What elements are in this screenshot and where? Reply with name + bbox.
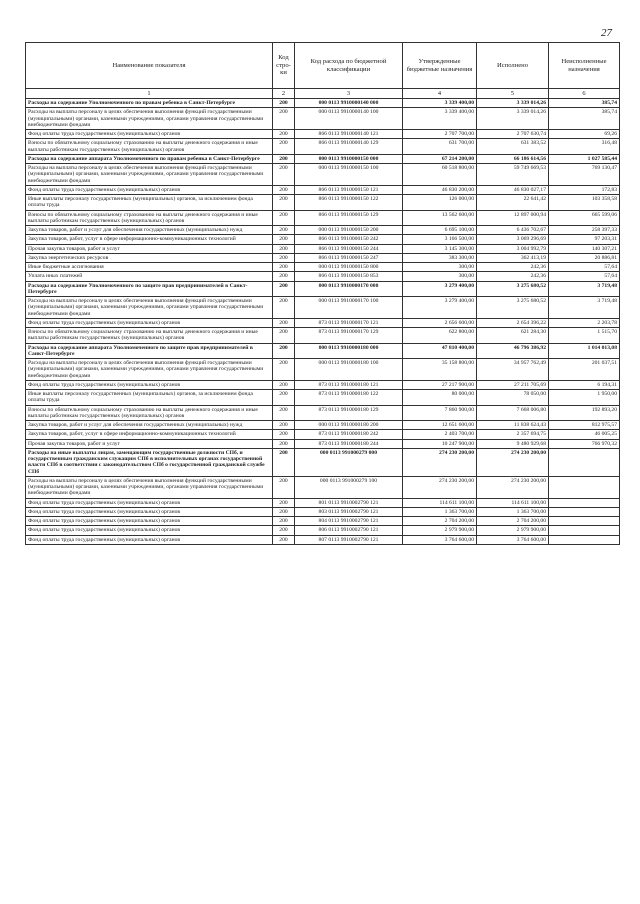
row-line-code: 200 — [273, 526, 295, 535]
row-name: Закупка товаров, работ и услуг для обеспечения государственных (муниципальных) нужд — [26, 421, 273, 430]
row-executed: 3 339 014,26 — [477, 99, 549, 108]
row-executed: 34 957 762,49 — [477, 359, 549, 381]
row-name: Уплата иных платежей — [26, 272, 273, 281]
row-unexecuted — [549, 476, 620, 498]
row-name: Расходы на выплаты персоналу в целях обеспечения выполнения функций государственными (муниципальными) органами, казенными учреждениями, органами управления государственными внебюджетными фондами — [26, 359, 273, 381]
table-row — [26, 195, 620, 211]
table-row — [26, 421, 620, 430]
row-executed: 362 413,19 — [477, 253, 549, 262]
row-executed: 2 357 694,75 — [477, 430, 549, 439]
table-row — [26, 210, 620, 226]
row-name: Расходы на выплаты персоналу в целях обеспечения выполнения функций государственными (муниципальными) органами, казенными учреждениями, органами управления государственными внебюджетными фондами — [26, 164, 273, 186]
row-name: Фонд оплаты труда государственных (муниципальных) органов — [26, 130, 273, 139]
budget-execution-table — [25, 42, 620, 545]
row-executed: 3 764 600,00 — [477, 535, 549, 544]
row-unexecuted — [549, 498, 620, 507]
table-row — [26, 154, 620, 163]
row-approved: 114 611 100,00 — [403, 498, 477, 507]
row-budget-code: 000 0113 9910000180 100 — [295, 359, 403, 381]
row-executed: 11 838 624,43 — [477, 421, 549, 430]
row-unexecuted: 97 203,31 — [549, 235, 620, 244]
row-approved: 27 217 900,00 — [403, 380, 477, 389]
row-approved: 383 300,00 — [403, 253, 477, 262]
row-unexecuted: 1 950,00 — [549, 390, 620, 406]
row-executed: 27 211 705,69 — [477, 380, 549, 389]
row-budget-code: 806 0113 9910002790 121 — [295, 526, 403, 535]
row-line-code: 200 — [273, 380, 295, 389]
row-approved: 3 764 600,00 — [403, 535, 477, 544]
row-unexecuted: 46 005,25 — [549, 430, 620, 439]
row-line-code: 200 — [273, 390, 295, 406]
row-approved: 67 214 200,00 — [403, 154, 477, 163]
table-row — [26, 507, 620, 516]
row-budget-code: 804 0113 9910002790 121 — [295, 517, 403, 526]
row-executed: 2 704 200,00 — [477, 517, 549, 526]
row-executed: 2 979 900,00 — [477, 526, 549, 535]
row-line-code: 200 — [273, 164, 295, 186]
table-row — [26, 343, 620, 359]
row-approved: 2 656 600,00 — [403, 318, 477, 327]
row-executed: 3 004 992,79 — [477, 244, 549, 253]
row-executed: 66 186 614,56 — [477, 154, 549, 163]
row-unexecuted: 103 358,58 — [549, 195, 620, 211]
row-line-code: 200 — [273, 244, 295, 253]
table-row — [26, 405, 620, 421]
row-approved: 300,00 — [403, 272, 477, 281]
table-row — [26, 318, 620, 327]
row-approved: 3 145 300,00 — [403, 244, 477, 253]
row-line-code: 200 — [273, 272, 295, 281]
row-line-code: 200 — [273, 235, 295, 244]
column-number: 2 — [273, 89, 295, 99]
table-row — [26, 272, 620, 281]
row-line-code: 200 — [273, 154, 295, 163]
row-executed: 621 284,30 — [477, 328, 549, 344]
row-unexecuted: 3 719,48 — [549, 297, 620, 319]
row-approved: 2 707 700,00 — [403, 130, 477, 139]
row-name: Иные бюджетные ассигнования — [26, 263, 273, 272]
row-budget-code: 866 0113 9910000140 129 — [295, 139, 403, 155]
row-line-code: 200 — [273, 517, 295, 526]
row-approved: 274 230 200,00 — [403, 448, 477, 476]
row-unexecuted: 57,64 — [549, 272, 620, 281]
table-row — [26, 498, 620, 507]
row-unexecuted: 2 203,78 — [549, 318, 620, 327]
row-approved: 2 403 700,00 — [403, 430, 477, 439]
row-approved: 60 518 800,00 — [403, 164, 477, 186]
row-line-code: 200 — [273, 185, 295, 194]
table-row — [26, 185, 620, 194]
row-budget-code: 866 0113 9910000150 244 — [295, 244, 403, 253]
row-budget-code: 000 0113 9910000150 100 — [295, 164, 403, 186]
row-executed: 3 339 014,26 — [477, 108, 549, 130]
row-unexecuted: 201 037,51 — [549, 359, 620, 381]
row-line-code: 200 — [273, 281, 295, 297]
row-budget-code: 873 0113 9910000170 121 — [295, 318, 403, 327]
header-unexecuted: Неисполненные назначения — [549, 43, 620, 89]
row-approved: 12 651 600,00 — [403, 421, 477, 430]
row-line-code: 200 — [273, 430, 295, 439]
row-executed: 3 275 680,52 — [477, 297, 549, 319]
row-unexecuted — [549, 535, 620, 544]
row-unexecuted: 6 194,31 — [549, 380, 620, 389]
row-budget-code: 000 0113 991000279 000 — [295, 448, 403, 476]
row-executed: 242,36 — [477, 263, 549, 272]
row-name: Фонд оплаты труда государственных (муниципальных) органов — [26, 185, 273, 194]
row-name: Взносы по обязательному социальному страхованию на выплаты денежного содержания и иные выплаты работникам государственных (муниципальных) органов — [26, 210, 273, 226]
row-name: Взносы по обязательному социальному страхованию на выплаты денежного содержания и иные выплаты работникам государственных (муниципальных) органов — [26, 405, 273, 421]
table-row — [26, 430, 620, 439]
table-row — [26, 517, 620, 526]
row-budget-code: 000 0113 9910000170 000 — [295, 281, 403, 297]
row-approved: 35 158 800,00 — [403, 359, 477, 381]
row-line-code: 200 — [273, 343, 295, 359]
row-approved: 2 704 200,00 — [403, 517, 477, 526]
row-name: Взносы по обязательному социальному страхованию на выплаты денежного содержания и иные выплаты работникам государственных (муниципальных) органов — [26, 139, 273, 155]
row-approved: 631 700,00 — [403, 139, 477, 155]
table-row — [26, 328, 620, 344]
table-row — [26, 164, 620, 186]
row-budget-code: 000 0113 9910000180 000 — [295, 343, 403, 359]
row-budget-code: 873 0113 9910000180 242 — [295, 430, 403, 439]
row-approved: 46 830 200,00 — [403, 185, 477, 194]
table-header-row — [26, 43, 620, 89]
row-name: Закупка товаров, работ, услуг в сфере информационно-коммуникационных технологий — [26, 430, 273, 439]
column-number: 3 — [295, 89, 403, 99]
row-name: Расходы на выплаты персоналу в целях обеспечения выполнения функций государственными (муниципальными) органами, казенными учреждениями, органами управления государственными внебюджетными фондами — [26, 108, 273, 130]
table-row — [26, 535, 620, 544]
row-unexecuted: 140 307,21 — [549, 244, 620, 253]
table-row — [26, 281, 620, 297]
row-executed: 1 363 700,00 — [477, 507, 549, 516]
row-executed: 78 050,00 — [477, 390, 549, 406]
row-executed: 2 707 630,74 — [477, 130, 549, 139]
row-budget-code: 803 0113 9910002790 121 — [295, 507, 403, 516]
row-name: Расходы на выплаты персоналу в целях обеспечения выполнения функций государственными (муниципальными) органами, казенными учреждениями, органами управления государственными внебюджетными фондами — [26, 476, 273, 498]
row-name: Прочая закупка товаров, работ и услуг — [26, 244, 273, 253]
table-row — [26, 448, 620, 476]
row-budget-code: 866 0113 9910000150 853 — [295, 272, 403, 281]
row-budget-code: 000 0113 991000279 100 — [295, 476, 403, 498]
row-approved: 622 800,00 — [403, 328, 477, 344]
row-budget-code: 000 0113 9910000150 200 — [295, 226, 403, 235]
row-executed: 46 796 386,92 — [477, 343, 549, 359]
table-row — [26, 99, 620, 108]
row-executed: 7 668 006,80 — [477, 405, 549, 421]
row-executed: 59 749 669,53 — [477, 164, 549, 186]
row-budget-code: 873 0113 9910000170 129 — [295, 328, 403, 344]
row-approved: 3 279 400,00 — [403, 281, 477, 297]
header-line-code: Код стро-ки — [273, 43, 295, 89]
row-line-code: 200 — [273, 253, 295, 262]
header-budget-code: Код расхода по бюджетной классификации — [295, 43, 403, 89]
row-approved: 10 247 900,00 — [403, 439, 477, 448]
table-row — [26, 235, 620, 244]
row-approved: 3 166 500,00 — [403, 235, 477, 244]
row-line-code: 200 — [273, 507, 295, 516]
row-unexecuted: 316,48 — [549, 139, 620, 155]
row-name: Фонд оплаты труда государственных (муниципальных) органов — [26, 526, 273, 535]
row-name: Расходы на содержание Уполномоченного по правам ребенка в Санкт-Петербурге — [26, 99, 273, 108]
row-budget-code: 000 0113 9910000140 100 — [295, 108, 403, 130]
row-executed: 114 611 100,00 — [477, 498, 549, 507]
row-approved: 3 339 400,00 — [403, 108, 477, 130]
row-budget-code: 873 0113 9910000180 244 — [295, 439, 403, 448]
row-line-code: 200 — [273, 210, 295, 226]
row-line-code: 200 — [273, 130, 295, 139]
row-executed: 274 230 200,00 — [477, 476, 549, 498]
row-budget-code: 000 0113 9910000150 800 — [295, 263, 403, 272]
table-row — [26, 380, 620, 389]
table-row — [26, 226, 620, 235]
row-line-code: 200 — [273, 139, 295, 155]
table-row — [26, 139, 620, 155]
row-executed: 9 480 929,68 — [477, 439, 549, 448]
row-executed: 22 641,42 — [477, 195, 549, 211]
row-budget-code: 000 0113 9910000180 200 — [295, 421, 403, 430]
column-number-row — [26, 89, 620, 99]
row-executed: 46 830 027,17 — [477, 185, 549, 194]
row-budget-code: 807 0113 9910002790 121 — [295, 535, 403, 544]
column-number: 6 — [549, 89, 620, 99]
row-name: Расходы на содержание Уполномоченного по защите прав предпринимателей в Санкт-Петербурге — [26, 281, 273, 297]
row-budget-code: 866 0113 9910000150 122 — [295, 195, 403, 211]
row-executed: 274 230 200,00 — [477, 448, 549, 476]
row-budget-code: 873 0113 9910000180 129 — [295, 405, 403, 421]
row-name: Закупка товаров, работ, услуг в сфере информационно-коммуникационных технологий — [26, 235, 273, 244]
row-approved: 2 979 900,00 — [403, 526, 477, 535]
row-line-code: 200 — [273, 439, 295, 448]
row-unexecuted: 385,74 — [549, 99, 620, 108]
row-budget-code: 866 0113 9910000150 121 — [295, 185, 403, 194]
row-unexecuted — [549, 526, 620, 535]
row-approved: 6 695 100,00 — [403, 226, 477, 235]
row-line-code: 200 — [273, 195, 295, 211]
column-number: 4 — [403, 89, 477, 99]
row-executed: 2 654 396,22 — [477, 318, 549, 327]
row-executed: 3 275 680,52 — [477, 281, 549, 297]
row-name: Фонд оплаты труда государственных (муниципальных) органов — [26, 507, 273, 516]
row-line-code: 200 — [273, 498, 295, 507]
table-row — [26, 476, 620, 498]
row-name: Взносы по обязательному социальному страхованию на выплаты денежного содержания и иные выплаты работникам государственных (муниципальных) органов — [26, 328, 273, 344]
row-line-code: 200 — [273, 108, 295, 130]
row-name: Фонд оплаты труда государственных (муниципальных) органов — [26, 517, 273, 526]
row-line-code: 200 — [273, 476, 295, 498]
row-name: Закупка энергетических ресурсов — [26, 253, 273, 262]
row-approved: 1 363 700,00 — [403, 507, 477, 516]
row-approved: 3 339 400,00 — [403, 99, 477, 108]
row-budget-code: 866 0113 9910000140 121 — [295, 130, 403, 139]
table-row — [26, 439, 620, 448]
row-line-code: 200 — [273, 297, 295, 319]
row-name: Расходы на содержание аппарата Уполномоченного по правам ребенка в Санкт-Петербурге — [26, 154, 273, 163]
row-approved: 274 230 200,00 — [403, 476, 477, 498]
row-line-code: 200 — [273, 226, 295, 235]
row-line-code: 200 — [273, 328, 295, 344]
row-name: Иные выплаты персоналу государственных (муниципальных) органов, за исключением фонда оплаты труда — [26, 195, 273, 211]
row-unexecuted: 1 027 585,44 — [549, 154, 620, 163]
row-unexecuted: 69,26 — [549, 130, 620, 139]
table-row — [26, 130, 620, 139]
row-approved: 80 000,00 — [403, 390, 477, 406]
row-approved: 3 279 400,00 — [403, 297, 477, 319]
row-line-code: 200 — [273, 263, 295, 272]
row-name: Иные выплаты персоналу государственных (муниципальных) органов, за исключением фонда оплаты труда — [26, 390, 273, 406]
row-unexecuted: 385,74 — [549, 108, 620, 130]
row-budget-code: 801 0113 9910002790 121 — [295, 498, 403, 507]
row-unexecuted: 258 397,33 — [549, 226, 620, 235]
row-name: Фонд оплаты труда государственных (муниципальных) органов — [26, 380, 273, 389]
table-row — [26, 297, 620, 319]
row-line-code: 200 — [273, 318, 295, 327]
row-unexecuted — [549, 517, 620, 526]
table-row — [26, 359, 620, 381]
row-approved: 300,00 — [403, 263, 477, 272]
row-executed: 6 436 702,67 — [477, 226, 549, 235]
row-line-code: 200 — [273, 359, 295, 381]
table-row — [26, 390, 620, 406]
header-indicator-name: Наименование показателя — [26, 43, 273, 89]
row-name: Прочая закупка товаров, работ и услуг — [26, 439, 273, 448]
row-budget-code: 873 0113 9910000180 122 — [295, 390, 403, 406]
table-body — [26, 99, 620, 545]
row-unexecuted: 812 975,57 — [549, 421, 620, 430]
row-budget-code: 000 0113 9910000140 000 — [295, 99, 403, 108]
row-unexecuted — [549, 507, 620, 516]
table-row — [26, 253, 620, 262]
row-approved: 126 000,00 — [403, 195, 477, 211]
row-unexecuted: 766 970,32 — [549, 439, 620, 448]
row-name: Фонд оплаты труда государственных (муниципальных) органов — [26, 535, 273, 544]
row-unexecuted: 57,64 — [549, 263, 620, 272]
header-executed: Исполнено — [477, 43, 549, 89]
column-number: 5 — [477, 89, 549, 99]
row-line-code: 200 — [273, 535, 295, 544]
row-approved: 13 562 600,00 — [403, 210, 477, 226]
row-name: Расходы на выплаты персоналу в целях обеспечения выполнения функций государственными (муниципальными) органами, казенными учреждениями, органами управления государственными внебюджетными фондами — [26, 297, 273, 319]
row-name: Расходы на содержание аппарата Уполномоченного по защите прав предпринимателей в Санкт-Петербурге — [26, 343, 273, 359]
table-row — [26, 526, 620, 535]
header-approved: Утвержденные бюджетные назначения — [403, 43, 477, 89]
row-executed: 12 897 000,94 — [477, 210, 549, 226]
row-approved: 7 860 900,00 — [403, 405, 477, 421]
table-row — [26, 244, 620, 253]
row-executed: 3 069 296,69 — [477, 235, 549, 244]
row-executed: 242,36 — [477, 272, 549, 281]
row-unexecuted: 172,83 — [549, 185, 620, 194]
row-name: Фонд оплаты труда государственных (муниципальных) органов — [26, 498, 273, 507]
row-name: Расходы на иные выплаты лицам, замещающим государственные должности СПб, и государственным гражданским служащим СПб в исполнительных органах государственной власти СПб в соответствии с законодательством СПб о государственной гражданской службе СПб — [26, 448, 273, 476]
row-budget-code: 866 0113 9910000150 242 — [295, 235, 403, 244]
row-budget-code: 866 0113 9910000150 247 — [295, 253, 403, 262]
row-budget-code: 866 0113 9910000150 129 — [295, 210, 403, 226]
row-line-code: 200 — [273, 405, 295, 421]
row-line-code: 200 — [273, 99, 295, 108]
row-unexecuted: 1 014 013,08 — [549, 343, 620, 359]
row-name: Фонд оплаты труда государственных (муниципальных) органов — [26, 318, 273, 327]
row-line-code: 200 — [273, 421, 295, 430]
row-approved: 47 810 400,00 — [403, 343, 477, 359]
row-unexecuted: 3 719,48 — [549, 281, 620, 297]
row-budget-code: 000 0113 9910000170 100 — [295, 297, 403, 319]
row-budget-code: 873 0113 9910000180 121 — [295, 380, 403, 389]
column-number: 1 — [26, 89, 273, 99]
row-unexecuted: 665 599,06 — [549, 210, 620, 226]
page-number: 27 — [601, 27, 612, 39]
table-row — [26, 108, 620, 130]
row-unexecuted: 20 886,81 — [549, 253, 620, 262]
row-unexecuted: 192 893,20 — [549, 405, 620, 421]
row-budget-code: 000 0113 9910000150 000 — [295, 154, 403, 163]
row-executed: 631 383,52 — [477, 139, 549, 155]
row-unexecuted: 769 130,47 — [549, 164, 620, 186]
row-unexecuted: 1 515,70 — [549, 328, 620, 344]
row-name: Закупка товаров, работ и услуг для обеспечения государственных (муниципальных) нужд — [26, 226, 273, 235]
table-row — [26, 263, 620, 272]
row-unexecuted — [549, 448, 620, 476]
row-line-code: 200 — [273, 448, 295, 476]
